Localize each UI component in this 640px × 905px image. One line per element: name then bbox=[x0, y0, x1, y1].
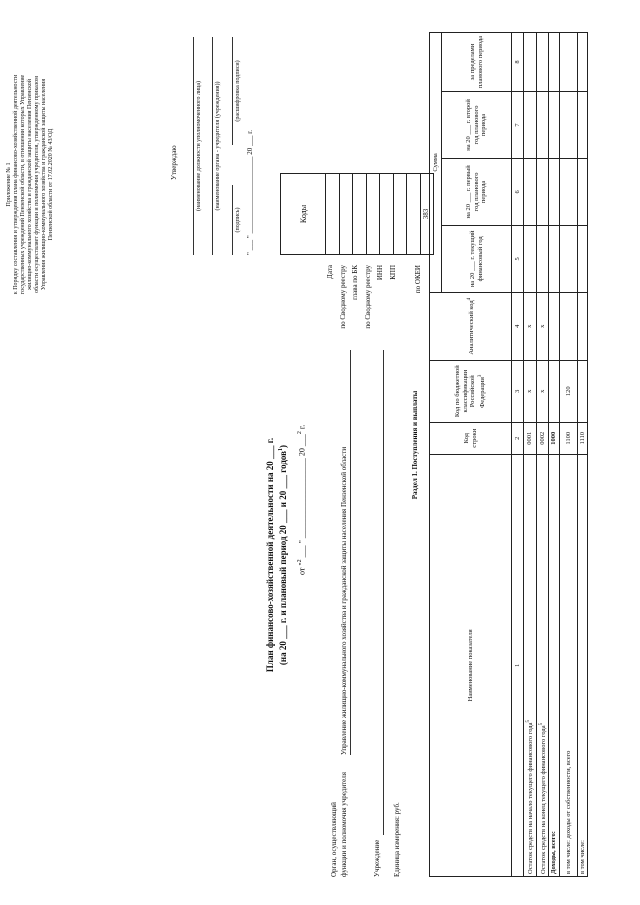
founder-value: Управление жилищно-коммунального хозяйства и гражданской защиты населения Пензенской области bbox=[340, 446, 348, 755]
label-glava-bk: глава по БК bbox=[351, 265, 359, 300]
code-reestr-cell bbox=[366, 174, 380, 255]
label-date: Дата bbox=[326, 265, 334, 279]
approve-name-line bbox=[232, 37, 233, 145]
label-okei: по ОКЕИ bbox=[413, 265, 422, 294]
plan-title-line2: (на 20 ___ г. и плановый период 20 ___ и 20 ___ годов$^1$) bbox=[278, 444, 288, 666]
approve-name-caption: (расшифровка подписи) bbox=[235, 60, 241, 122]
table-row: Доходы, всего: 1000 bbox=[549, 33, 560, 877]
table-row: Остаток средств на начало текущего финансового года$^5$ 0001 x x bbox=[524, 33, 537, 877]
code-date-svod-cell bbox=[339, 174, 353, 255]
table-row: Остаток средств на конец текущего финансового года$^5$ 0002 x x bbox=[536, 33, 549, 877]
approve-line-2 bbox=[212, 37, 213, 255]
col-header-sum-plan2: на 20 ___ г. второй год планового периода bbox=[442, 92, 512, 159]
label-reestr: по Сводному реестру bbox=[363, 265, 372, 329]
col-numbers-row: 1 2 3 4 5 6 7 8 bbox=[512, 33, 524, 877]
founder-underline bbox=[350, 350, 351, 755]
label-date-svod: по Сводному реестру bbox=[338, 265, 347, 329]
col-header-sum: Сумма bbox=[430, 33, 442, 293]
institution-underline bbox=[383, 350, 384, 835]
note-line-3: государственных учреждений Пензенской области, в отношении которых Управление bbox=[20, 74, 26, 295]
approval-note bbox=[6, 32, 55, 337]
plan-title-line1: План финансово-хозяйственной деятельности на 20 ___ г. bbox=[265, 437, 275, 673]
finance-table bbox=[429, 32, 588, 877]
col-header-code: Код строки bbox=[430, 422, 512, 454]
code-glava-bk-cell bbox=[353, 174, 367, 255]
col-header-sum-current: на 20 ___ г. текущий финансовый год bbox=[442, 225, 512, 292]
table-row: в том числе: доходы от собственности, всего 1100 120 bbox=[559, 33, 577, 877]
col-header-sum-beyond: за пределами планового периода bbox=[442, 33, 512, 92]
col-header-name: Наименование показателя bbox=[430, 454, 512, 876]
founder-label-1: Орган, осуществляющий bbox=[330, 802, 338, 877]
table-row: в том числе: 1110 bbox=[577, 33, 588, 877]
approve-sign-caption: (подпись) bbox=[235, 207, 241, 233]
code-inn-cell bbox=[380, 174, 394, 255]
code-labels bbox=[326, 265, 426, 345]
label-inn: ИНН bbox=[376, 265, 384, 281]
approve-title: Утверждаю bbox=[170, 145, 178, 180]
note-line-4: жилищно-коммунального хозяйства и гражданской защиты населения Пензенской bbox=[27, 79, 33, 290]
plan-title bbox=[265, 375, 289, 735]
approve-sign-line bbox=[232, 185, 233, 255]
plan-date: от "$^2$ ___ " ____________________ 20 ___$^2$ г. bbox=[297, 424, 307, 575]
note-line-6: Управления жилищно-коммунального хозяйства и гражданской защиты населения bbox=[41, 78, 47, 291]
note-line-7: Пензенской области от 17.02.2020 № 43/ОД bbox=[48, 128, 54, 241]
col-header-sum-plan1: на 20 ___ г. первый год планового периода bbox=[442, 158, 512, 225]
code-okei-cell: 383 bbox=[420, 174, 434, 255]
col-header-bk: Код по бюджетной классификации Российской Федерации$^3$ bbox=[430, 360, 512, 422]
code-date-cell bbox=[326, 174, 340, 255]
codes-table bbox=[280, 173, 434, 255]
approve-line-1 bbox=[193, 37, 194, 255]
section-title: Раздел 1. Поступления и выплаты bbox=[411, 390, 419, 500]
founder-label-2: функции и полномочия учредителя bbox=[340, 772, 348, 877]
label-kpp: КПП bbox=[388, 265, 397, 280]
unit-label: Единица измерения: руб. bbox=[393, 802, 401, 877]
approve-line-2-caption: (наименование органа - учредителя (учреждения)) bbox=[215, 81, 221, 211]
note-line-5: области осуществляет функции и полномочия учредителя, утвержденному приказом bbox=[34, 76, 40, 293]
code-empty-cell bbox=[407, 174, 421, 255]
code-kpp-cell bbox=[393, 174, 407, 255]
note-line-2: к Порядку составления и утверждения плана финансово-хозяйственной деятельности bbox=[13, 74, 19, 295]
institution-label: Учреждение bbox=[373, 839, 381, 877]
approve-line-1-caption: (наименование должности уполномоченного лица) bbox=[196, 80, 202, 212]
col-header-analytic: Аналитический код$^4$ bbox=[430, 292, 512, 360]
approve-date: " ___ " ______________________ 20 ___ г. bbox=[246, 129, 254, 255]
codes-header: Коды bbox=[281, 174, 326, 255]
note-line-1: Приложение № 1 bbox=[6, 162, 12, 207]
